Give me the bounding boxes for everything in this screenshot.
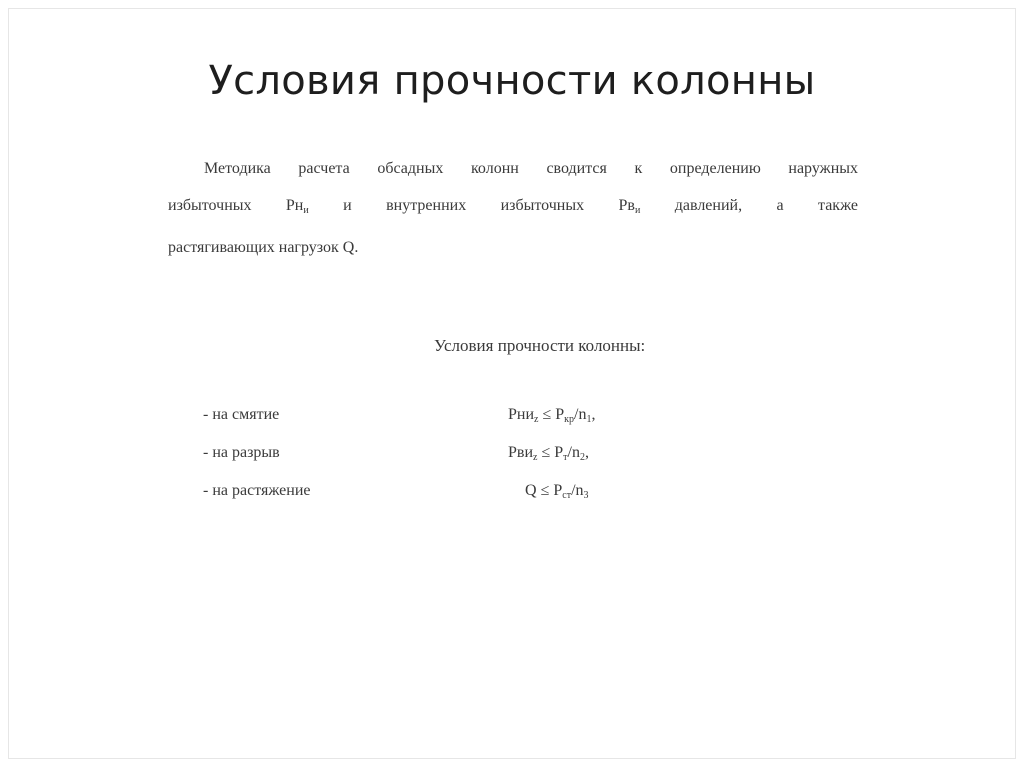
- word: избыточных: [168, 197, 252, 214]
- word: также: [818, 197, 859, 214]
- condition-row: [203, 482, 703, 512]
- slide-title: Условия прочности колонны: [208, 58, 816, 104]
- pressure-symbol-outer: $Рн_и$: [285, 197, 309, 216]
- paragraph-line-1: Методика расчета обсадных колонн сводится к определению наружных: [204, 160, 858, 177]
- paragraph-line-2: [168, 187, 858, 229]
- word: внутренних: [386, 197, 467, 214]
- condition-row: [203, 444, 703, 474]
- slide-border: [8, 8, 1016, 759]
- word: а: [776, 197, 784, 214]
- pressure-symbol-inner: $Рв_и$: [618, 197, 641, 216]
- condition-row: [203, 406, 703, 436]
- conditions-heading: Условия прочности колонны:: [434, 336, 646, 355]
- condition-formula: $Рни_z \le P_{кр}/n_1$,: [508, 406, 596, 425]
- condition-formula: $Q \le P_{ст}/n_3$: [525, 482, 589, 501]
- word: избыточных: [500, 197, 585, 214]
- paragraph-line-3: растягивающих нагрузок Q.: [168, 239, 359, 256]
- word: и: [343, 197, 352, 214]
- condition-label: - на смятие: [203, 406, 280, 423]
- condition-label: - на растяжение: [203, 482, 311, 499]
- intro-paragraph: [168, 150, 858, 266]
- word: давлений,: [674, 197, 743, 214]
- condition-label: - на разрыв: [203, 444, 280, 461]
- condition-formula: $Рви_z \le P_т/n_2$,: [508, 444, 589, 463]
